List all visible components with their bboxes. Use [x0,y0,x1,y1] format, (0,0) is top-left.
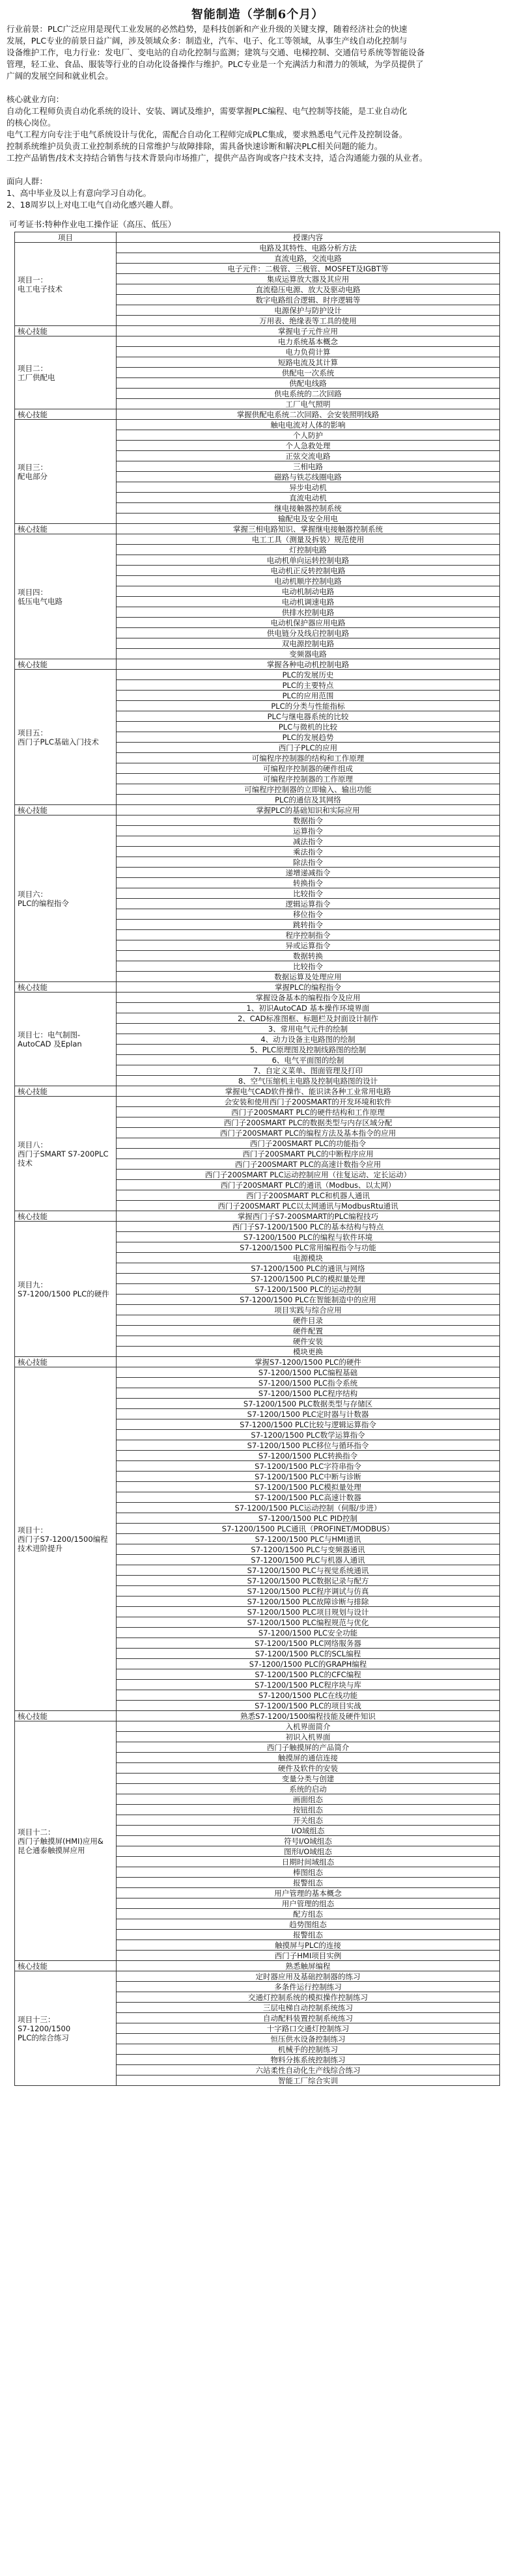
course-content-cell: 用户管理的基本概念 [117,1888,500,1898]
core-skill-row [15,524,500,534]
course-content-cell: PLC的发展趋势 [117,732,500,743]
core-skill-label: 核心技能 [15,1086,117,1097]
course-content-cell: 数字电路组合逻辑、时序逻辑等 [117,295,500,305]
course-content-cell: S7-1200/1500 PLC常用编程指令与功能 [117,1242,500,1253]
course-content-cell: S7-1200/1500 PLC在线功能 [117,1690,500,1701]
course-content-cell: PLC与微机的比较 [117,722,500,732]
course-content-cell: S7-1200/1500 PLC的SCL编程 [117,1649,500,1659]
course-content-cell: S7-1200/1500 PLC PID控制 [117,1513,500,1524]
course-content-cell: S7-1200/1500 PLC故障诊断与排除 [117,1596,500,1607]
course-content-cell: S7-1200/1500 PLC程序调试与仿真 [117,1586,500,1596]
course-content-cell: 磁路与铁芯线圈电路 [117,472,500,482]
course-content-cell: 硬件目录 [117,1315,500,1326]
core-skill-label: 核心技能 [15,1357,117,1367]
table-row [15,336,500,347]
course-content-cell: 机械手的控制练习 [117,2044,500,2055]
course-content-cell: 西门子200SMART PLC的高速计数指令应用 [117,1159,500,1170]
course-content-cell: 短路电流及其计算 [117,357,500,368]
course-content-cell: 画面组态 [117,1794,500,1805]
core-skill-row [15,1086,500,1097]
course-content-cell: S7-1200/1500 PLC的GRAPH编程 [117,1659,500,1669]
core-skill-row [15,409,500,420]
course-content-cell: 西门子200SMART PLC的编程方法及基本指令的应用 [117,1128,500,1138]
course-content-cell: 供配电线路 [117,378,500,389]
core-skill-label: 核心技能 [15,805,117,815]
project-name-cell [15,1222,117,1357]
course-content-cell: 报警组态 [117,1878,500,1888]
course-content-cell: 三层电梯自动控制系统练习 [117,2003,500,2013]
course-content-cell: 十字路口交通灯控制练习 [117,2023,500,2034]
core-skill-text: 掌握电气CAD软件操作、能识读各种工业常用电路 [117,1086,500,1097]
core-skill-row [15,1357,500,1367]
course-content-cell: 8、空气压缩机主电路及控制电路图的设计 [117,1076,500,1086]
course-content-cell: 可编程序控制器的硬件组成 [117,763,500,774]
course-content-cell: 电力系统基本概念 [117,336,500,347]
course-content-cell: PLC的主要特点 [117,680,500,691]
core-skill-row [15,805,500,815]
course-content-cell: 多条件运行控制练习 [117,1982,500,1992]
project-name-cell [15,534,117,659]
core-skill-text: 掌握PLC的基础知识和实际应用 [117,805,500,815]
intro-line: 行业前景：PLC广泛应用是现代工业发展的必然趋势，是科技创新和产业升级的关键支撑，随着经济社会的快速 [7,24,408,34]
course-content-cell: 入机界面简介 [117,1721,500,1732]
course-content-cell: S7-1200/1500 PLC数据记录与配方 [117,1576,500,1586]
course-content-cell: 按钮组态 [117,1805,500,1815]
course-content-cell: 配方组态 [117,1909,500,1919]
project-name: 项目二： 工厂供配电 [18,363,55,382]
core-skill-label: 核心技能 [15,1211,117,1222]
course-content-cell: 供配电一次系统 [117,368,500,378]
project-name-cell [15,1721,117,1961]
project-name-cell [15,670,117,805]
intro-line: 面向人群： [7,176,48,186]
project-name-cell [15,1367,117,1711]
project-name: 项目十二： 西门子触摸屏(HMI)应用& 昆仑通泰触摸屏应用 [18,1827,104,1855]
course-content-cell: 2、CAD标准图框、标题栏及封面设计制作 [117,1013,500,1024]
course-content-cell: 恒压供水设备控制练习 [117,2034,500,2044]
course-content-cell: 直流电路，交流电路 [117,253,500,264]
page-title: 智能制造（学制6个月） [191,8,324,21]
course-content-cell: 模块更换 [117,1347,500,1357]
table-header-row [15,232,500,243]
core-skill-row [15,659,500,670]
course-content-cell: 异步电动机 [117,482,500,493]
table-row [15,815,500,826]
core-skill-row [15,1711,500,1721]
core-skill-label: 核心技能 [15,1711,117,1721]
course-content-cell: 西门子200SMART PLC的功能指令 [117,1138,500,1149]
core-skill-text: 掌握西门子S7-200SMART的PLC编程技巧 [117,1211,500,1222]
table-row [15,1721,500,1732]
course-content-cell: 个人急救处理 [117,441,500,451]
course-content-cell: 六站柔性自动化生产线综合练习 [117,2065,500,2076]
core-skill-label: 核心技能 [15,659,117,670]
course-content-cell: 电源保护与防护设计 [117,305,500,316]
course-content-cell: S7-1200/1500 PLC网络服务器 [117,1638,500,1649]
project-name-cell [15,420,117,524]
header-content: 授课内容 [117,232,500,243]
course-content-cell: 西门子200SMART PLC的硬件结构和工作原理 [117,1107,500,1117]
course-content-cell: S7-1200/1500 PLC模拟量处理 [117,1482,500,1492]
course-content-cell: 日期时间域组态 [117,1857,500,1867]
course-content-cell: S7-1200/1500 PLC与变频器通讯 [117,1544,500,1555]
course-content-cell: 触摸屏与PLC的连接 [117,1940,500,1951]
course-content-cell: 电动机保护器应用电路 [117,618,500,628]
project-name-cell [15,336,117,409]
project-name-cell [15,1097,117,1211]
course-content-cell: 棒图组态 [117,1867,500,1878]
course-content-cell: S7-1200/1500 PLC数学运算指令 [117,1430,500,1440]
course-content-cell: 智能工厂综合实训 [117,2076,500,2086]
core-skill-label: 核心技能 [15,409,117,420]
course-content-cell: 减法指令 [117,836,500,847]
course-content-cell: 西门子触摸屏的产品简介 [117,1742,500,1753]
course-content-cell: 万用表、绝缘表等工具的使用 [117,316,500,326]
course-content-cell: 供排水控制电路 [117,607,500,618]
course-content-cell: S7-1200/1500 PLC的CFC编程 [117,1669,500,1680]
course-content-cell: I/O域组态 [117,1826,500,1836]
course-content-cell: 除法指令 [117,857,500,868]
course-content-cell: 7、自定义菜单、图面管理及打印 [117,1065,500,1076]
project-name-cell [15,815,117,982]
course-content-cell: 数据指令 [117,815,500,826]
project-name: 项目六： PLC的编程指令 [18,889,69,908]
course-content-cell: 三相电路 [117,461,500,472]
course-content-cell: 西门子200SMART PLC运动控制应用（往复运动、定长运动） [117,1170,500,1180]
intro-line: 设备维护工作，电力行业：发电厂、变电站的自动化控制与监测；建筑与交通、电梯控制、交通信号系统等智能设备 [7,48,425,57]
table-row [15,534,500,545]
course-content-cell: 可编程序控制器的立即输入、输出功能 [117,784,500,795]
course-content-cell: S7-1200/1500 PLC的项目实战 [117,1701,500,1711]
course-content-cell: 符号I/O域组态 [117,1836,500,1846]
project-name-cell [15,993,117,1086]
course-content-cell: S7-1200/1500 PLC的模拟量处理 [117,1274,500,1284]
intro-line: 发展，PLC专业的前景日益广阔，涉及领域众多：制造业，汽车、电子、化工等领域，从事生产线自动化控制与 [7,36,408,46]
course-content-cell: PLC的发展历史 [117,670,500,680]
course-content-cell: 电动机顺序控制电路 [117,576,500,586]
course-content-cell: 电动机正反转控制电路 [117,566,500,576]
core-skill-text: 掌握S7-1200/1500 PLC的硬件 [117,1357,500,1367]
course-content-cell: 供电系统的二次回路 [117,389,500,399]
course-content-cell: 西门子200SMART PLC以太网通讯与ModbusRtu通讯 [117,1201,500,1211]
course-content-cell: S7-1200/1500 PLC通讯（PROFINET/MODBUS） [117,1524,500,1534]
course-content-cell: 会安装和使用西门子200SMART的开发环境和软件 [117,1097,500,1107]
core-skill-label: 核心技能 [15,982,117,993]
course-content-cell: 交通灯控制系统的模拟操作控制练习 [117,1992,500,2003]
course-content-cell: 自动配料装置控制系统练习 [117,2013,500,2023]
table-row [15,420,500,430]
project-name: 项目十： 西门子S7-1200/1500编程 技术进阶提升 [18,1525,108,1553]
course-content-cell: S7-1200/1500 PLC高速计数器 [117,1492,500,1503]
project-name-cell [15,243,117,326]
course-content-cell: 集成运算放大器及其应用 [117,274,500,284]
course-content-cell: 转换指令 [117,878,500,888]
project-name: 项目十三： S7-1200/1500 PLC的综合练习 [18,2014,71,2042]
course-content-cell: 正弦交流电路 [117,451,500,461]
course-content-cell: S7-1200/1500 PLC在智能制造中的应用 [117,1295,500,1305]
core-skill-row [15,1211,500,1222]
intro-line: 自动化工程师负责自动化系统的设计、安装、调试及维护，需要掌握PLC编程、电气控制等技能，是工业自动化 [7,106,408,116]
course-content-cell: S7-1200/1500 PLC字符串指令 [117,1461,500,1472]
course-content-cell: 电路及其特性、电路分析方法 [117,243,500,253]
course-content-cell: 5、PLC原理图及控制线路图的绘制 [117,1045,500,1055]
course-content-cell: 灯控制电路 [117,545,500,555]
course-content-cell: 项目实践与综合应用 [117,1305,500,1315]
core-skill-row [15,982,500,993]
course-content-cell: 继电接触器控制系统 [117,503,500,514]
table-row [15,1097,500,1107]
course-content-cell: S7-1200/1500 PLC安全功能 [117,1628,500,1638]
course-content-cell: 图形I/O域组态 [117,1846,500,1857]
course-content-cell: 移位指令 [117,909,500,920]
project-name: 项目七：电气制图- AutoCAD 及Eplan [18,1030,82,1048]
intro-line: 电气工程方向专注于电气系统设计与优化，需配合自动化工程师完成PLC集成，要求熟悉电气元件及控制设备。 [7,130,408,139]
intro-line: 管理，轻工业、食品、服装等行业的自动化设备操作与维护。PLC专业是一个充满活力和潜力的领域，为学员提供了 [7,59,424,69]
course-content-cell: 运算指令 [117,826,500,836]
core-skill-row [15,1961,500,1971]
course-content-cell: S7-1200/1500 PLC的编程与软件环境 [117,1232,500,1242]
project-name: 项目一： 电工电子技术 [18,275,63,294]
table-row [15,1222,500,1232]
course-content-cell: 西门子200SMART PLC的通讯（Modbus、以太网） [117,1180,500,1190]
course-content-cell: 用户管理的组态 [117,1898,500,1909]
course-content-cell: 西门子HMI项目实例 [117,1951,500,1961]
course-content-cell: PLC的通信及其网络 [117,795,500,805]
course-content-cell: 直流稳压电源、放大及驱动电路 [117,284,500,295]
core-skill-text: 掌握三相电路知识、掌握继电接触器控制系统 [117,524,500,534]
course-content-cell: 变量分类与创建 [117,1774,500,1784]
course-content-cell: 直流电动机 [117,493,500,503]
course-content-cell: 可编程序控制器的工作原理 [117,774,500,784]
project-name: 项目九： S7-1200/1500 PLC的硬件 [18,1280,109,1298]
course-content-cell: S7-1200/1500 PLC中断与诊断 [117,1472,500,1482]
core-skill-text: 熟悉触屏编程 [117,1961,500,1971]
table-row [15,670,500,680]
core-skill-text: 熟悉S7-1200/1500编程技能及硬件知识 [117,1711,500,1721]
intro-line: 2、18周岁以上对电工电气自动化感兴趣人群。 [7,200,178,210]
course-content-cell: 电动机调速电路 [117,597,500,607]
table-row [15,243,500,253]
course-content-cell: 定时器应用及基础控制器的练习 [117,1971,500,1982]
intro-section [0,23,515,211]
course-content-cell: S7-1200/1500 PLC移位与循环指令 [117,1440,500,1451]
course-content-cell: S7-1200/1500 PLC与HMI通讯 [117,1534,500,1544]
core-skill-row [15,326,500,336]
table-row [15,1971,500,1982]
intro-line: 工控产品销售/技术支持结合销售与技术背景向市场推广，提供产品咨询或客户技术支持，适合沟通能力强的从业者。 [7,153,428,163]
course-content-cell: S7-1200/1500 PLC程序块与库 [117,1680,500,1690]
certificate-line: 可考证书:特种作业电工操作证（高压、低压） [9,219,176,229]
course-content-cell: 数据转换 [117,951,500,961]
course-content-cell: S7-1200/1500 PLC编程规范与优化 [117,1617,500,1628]
core-skill-text: 掌握PLC的编程指令 [117,982,500,993]
course-content-cell: 触电电流对人体的影响 [117,420,500,430]
course-content-cell: 西门子200SMART PLC的中断程序应用 [117,1149,500,1159]
table-row [15,1367,500,1378]
course-content-cell: 1、初识AutoCAD 基本操作环境界面 [117,1003,500,1013]
project-name-cell [15,1971,117,2086]
course-content-cell: 供电链分及线启控制电路 [117,628,500,638]
course-content-cell: S7-1200/1500 PLC项目规划与设计 [117,1607,500,1617]
course-content-cell: 电力负荷计算 [117,347,500,357]
core-skill-label: 核心技能 [15,1961,117,1971]
course-content-cell: PLC与继电器系统的比较 [117,711,500,722]
course-content-cell: 物料分拣系统控制练习 [117,2055,500,2065]
course-content-cell: 跳转指令 [117,920,500,930]
core-skill-label: 核心技能 [15,326,117,336]
course-content-cell: S7-1200/1500 PLC编程基础 [117,1367,500,1378]
course-content-cell: 电子元件：二极管、三极管、MOSFET及IGBT等 [117,264,500,274]
intro-line: 的核心岗位。 [7,118,56,128]
intro-gap [7,164,508,176]
intro-line: 广阔的发展空间和就业机会。 [7,71,113,81]
course-content-cell: S7-1200/1500 PLC的运动控制 [117,1284,500,1295]
course-content-cell: 开关组态 [117,1815,500,1826]
course-content-cell: S7-1200/1500 PLC程序结构 [117,1388,500,1399]
course-content-cell: 比较指令 [117,961,500,972]
course-content-cell: S7-1200/1500 PLC数据类型与存储区 [117,1399,500,1409]
course-content-cell: 电源模块 [117,1253,500,1263]
course-content-cell: 双电源控制电路 [117,638,500,649]
course-content-cell: 个人防护 [117,430,500,441]
course-content-cell: S7-1200/1500 PLC与机器人通讯 [117,1555,500,1565]
core-skill-text: 掌握供配电系统二次回路、会安装照明线路 [117,409,500,420]
course-content-cell: 乘法指令 [117,847,500,857]
course-content-cell: 电动机单向运转控制电路 [117,555,500,566]
course-content-cell: 硬件配置 [117,1326,500,1336]
intro-line: 1、高中毕业及以上有意向学习自动化。 [7,188,152,198]
course-content-cell: 异或运算指令 [117,940,500,951]
course-content-cell: 趋势图组态 [117,1919,500,1930]
course-content-cell: 初识入机界面 [117,1732,500,1742]
course-content-cell: PLC的应用范围 [117,691,500,701]
table-row [15,993,500,1003]
course-content-cell: 3、常用电气元件的绘制 [117,1024,500,1034]
course-content-cell: 程序控制指令 [117,930,500,940]
course-content-cell: 4、动力设备主电路图的绘制 [117,1034,500,1045]
course-content-cell: 电动机制动电路 [117,586,500,597]
core-skill-label: 核心技能 [15,524,117,534]
course-content-cell: 掌握设备基本的编程指令及应用 [117,993,500,1003]
course-content-cell: 西门子200SMART PLC的数据类型与内存区域分配 [117,1117,500,1128]
intro-line: 核心就业方向： [7,94,64,104]
core-skill-text: 掌握各种电动机控制电路 [117,659,500,670]
course-content-cell: 工厂电气照明 [117,399,500,409]
course-content-cell: S7-1200/1500 PLC定时器与计数器 [117,1409,500,1419]
curriculum-body [15,243,500,2086]
course-content-cell: 变频器电路 [117,649,500,659]
course-content-cell: 逻辑运算指令 [117,899,500,909]
course-content-cell: 硬件安装 [117,1336,500,1347]
course-content-cell: 可编程序控制器的结构和工作原理 [117,753,500,763]
course-content-cell: 硬件及软件的安装 [117,1763,500,1774]
project-name: 项目四： 低压电气电路 [18,587,63,606]
intro-line: 控制系统维护员负责工业控制系统的日常维护与故障排除，需具备快速诊断和解决PLC相关问题的能力。 [7,141,383,151]
header-project: 项目 [15,232,117,243]
course-content-cell: 西门子PLC的应用 [117,743,500,753]
course-content-cell: 6、电气平面图的绘制 [117,1055,500,1065]
project-name: 项目三： 配电部分 [18,462,48,481]
course-content-cell: 输配电及安全用电 [117,514,500,524]
project-name: 项目八： 西门子SMART S7-200PLC技术 [18,1140,109,1168]
course-content-cell: 数据运算及处理应用 [117,972,500,982]
intro-gap [7,82,508,94]
course-content-cell: 递增递减指令 [117,868,500,878]
course-content-cell: S7-1200/1500 PLC的通讯与网络 [117,1263,500,1274]
course-content-cell: 报警组态 [117,1930,500,1940]
core-skill-text: 掌握电子元件应用 [117,326,500,336]
course-content-cell: S7-1200/1500 PLC转换指令 [117,1451,500,1461]
course-content-cell: 比较指令 [117,888,500,899]
course-content-cell: S7-1200/1500 PLC指令系统 [117,1378,500,1388]
course-content-cell: S7-1200/1500 PLC运动控制（伺服/步进） [117,1503,500,1513]
course-content-cell: 西门子S7-1200/1500 PLC的基本结构与特点 [117,1222,500,1232]
course-content-cell: 西门子200SMART PLC和机器人通讯 [117,1190,500,1201]
curriculum-table [14,232,500,2086]
project-name: 项目五： 西门子PLC基础入门技术 [18,728,99,747]
course-content-cell: S7-1200/1500 PLC比较与逻辑运算指令 [117,1419,500,1430]
course-content-cell: 触摸屏的通信连接 [117,1753,500,1763]
course-content-cell: 电工工具（测量及拆装）规范使用 [117,534,500,545]
course-content-cell: PLC的分类与性能指标 [117,701,500,711]
course-content-cell: 系统的启动 [117,1784,500,1794]
course-content-cell: S7-1200/1500 PLC与视觉系统通讯 [117,1565,500,1576]
